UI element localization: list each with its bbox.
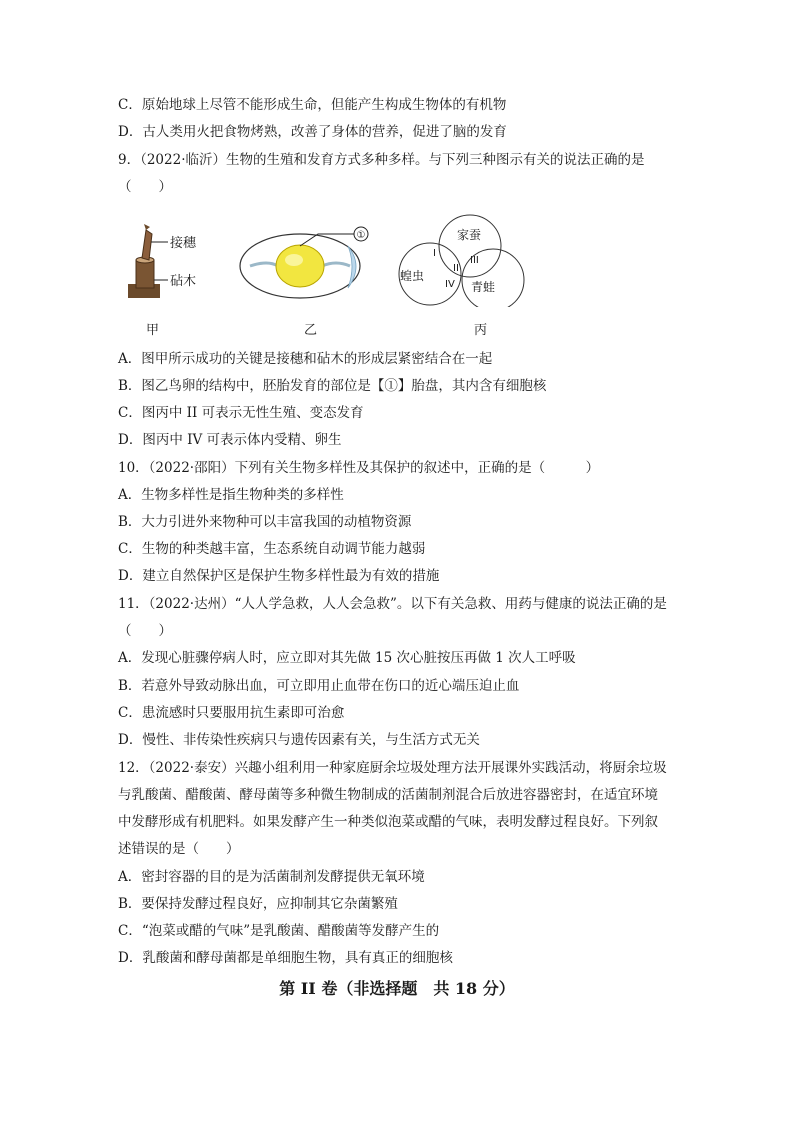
question-11-option-d: D．慢性、非传染性疾病只与遗传因素有关，与生活方式无关 bbox=[118, 732, 480, 748]
question-12-stem-line-3: 中发酵形成有机肥料。如果发酵产生一种类似泡菜或醋的气味，表明发酵过程良好。下列叙 bbox=[118, 814, 658, 830]
figure-bing-label: 丙 bbox=[474, 323, 488, 338]
question-9-option-b: B．图乙鸟卵的结构中，胚胎发育的部位是【①】胎盘，其内含有细胞核 bbox=[118, 378, 547, 394]
question-12-option-b: B．要保持发酵过程良好，应抑制其它杂菌繁殖 bbox=[118, 896, 398, 912]
bird-egg-figure bbox=[240, 227, 368, 298]
figures-svg bbox=[118, 212, 538, 307]
question-12-stem-line-4: 述错误的是（ ） bbox=[118, 841, 240, 857]
question-9-option-d: D．图丙中 IV 可表示体内受精、卵生 bbox=[118, 432, 342, 448]
question-11-option-a: A．发现心脏骤停病人时，应立即对其先做 15 次心脏按压再做 1 次人工呼吸 bbox=[118, 650, 576, 666]
option-c-line: C．原始地球上尽管不能形成生命，但能产生构成生物体的有机物 bbox=[118, 97, 507, 113]
venn-labels bbox=[400, 227, 495, 294]
silkworm-label: 家蚕 bbox=[457, 228, 482, 242]
frog-label: 青蛙 bbox=[471, 280, 496, 294]
question-9-stem: 9．（2022·临沂）生物的生殖和发育方式多种多样。与下列三种图示有关的说法正确的是 bbox=[118, 152, 645, 168]
question-10-option-a: A．生物多样性是指生物种类的多样性 bbox=[118, 487, 344, 503]
scion-label: 接穗 bbox=[170, 236, 197, 251]
question-10-option-d: D．建立自然保护区是保护生物多样性最为有效的措施 bbox=[118, 568, 440, 584]
section-title: 第 II 卷（非选择题 共 18 分） bbox=[279, 979, 515, 998]
question-10-option-c: C．生物的种类越丰富，生态系统自动调节能力越弱 bbox=[118, 541, 426, 557]
question-9-option-a: A．图甲所示成功的关键是接穗和砧木的形成层紧密结合在一起 bbox=[118, 351, 493, 367]
question-9-option-c: C．图丙中 II 可表示无性生殖、变态发育 bbox=[118, 405, 364, 421]
question-9-blank: （ ） bbox=[118, 179, 172, 195]
structure-marker-1: ① bbox=[356, 230, 366, 241]
question-11-option-c: C．患流感时只要服用抗生素即可治愈 bbox=[118, 705, 345, 721]
question-12-stem-line-1: 12．（2022·泰安）兴趣小组利用一种家庭厨余垃圾处理方法开展课外实践活动，将厨余垃圾 bbox=[118, 760, 667, 776]
question-12-option-c: C．“泡菜或醋的气味”是乳酸菌、醋酸菌等发酵产生的 bbox=[118, 923, 440, 939]
figure-yi-label: 乙 bbox=[304, 323, 318, 338]
region-ii-label: II bbox=[453, 263, 459, 274]
question-9-figures bbox=[118, 212, 538, 342]
rootstock-label: 砧木 bbox=[170, 274, 197, 289]
question-12-option-d: D．乳酸菌和酵母菌都是单细胞生物，具有真正的细胞核 bbox=[118, 950, 453, 966]
region-iii-label: III bbox=[470, 255, 479, 266]
grafting-figure bbox=[128, 224, 197, 298]
question-10-option-b: B．大力引进外来物种可以丰富我国的动植物资源 bbox=[118, 514, 412, 530]
question-11-stem: 11．（2022·达州）“人人学急救，人人会急救”。以下有关急救、用药与健康的说法正确的是 bbox=[118, 596, 667, 612]
figure-jia-label: 甲 bbox=[146, 323, 160, 338]
locust-label: 蝗虫 bbox=[400, 269, 425, 283]
question-10-stem: 10．（2022·邵阳）下列有关生物多样性及其保护的叙述中，正确的是（ ） bbox=[118, 460, 600, 476]
region-i-label: I bbox=[433, 248, 436, 259]
question-11-blank: （ ） bbox=[118, 623, 172, 639]
option-d-line: D．古人类用火把食物烤熟，改善了身体的营养，促进了脑的发育 bbox=[118, 124, 507, 140]
question-12-option-a: A．密封容器的目的是为活菌制剂发酵提供无氧环境 bbox=[118, 869, 425, 885]
question-12-stem-line-2: 与乳酸菌、醋酸菌、酵母菌等多种微生物制成的活菌制剂混合后放进容器密封，在适宜环境 bbox=[118, 787, 658, 803]
region-iv-label: IV bbox=[445, 279, 455, 290]
question-11-option-b: B．若意外导致动脉出血，可立即用止血带在伤口的近心端压迫止血 bbox=[118, 678, 520, 694]
